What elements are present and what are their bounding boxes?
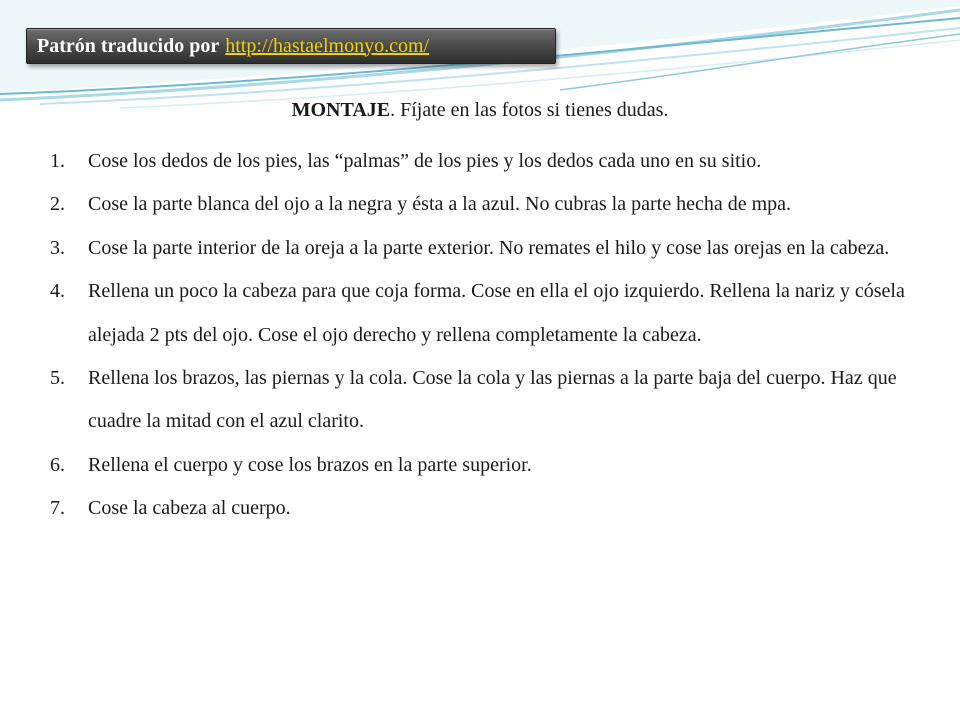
step-number: 2. [50, 193, 65, 216]
list-item [50, 183, 912, 226]
step-text: Rellena un poco la cabeza para que coja forma. Cose en ella el ojo izquierdo. Rellena la nariz y cósela alejada 2 pts del ojo. Cose el ojo derecho y rellena completamente la cabeza. [88, 280, 905, 346]
step-text: Cose la cabeza al cuerpo. [88, 497, 291, 520]
section-heading [0, 96, 960, 124]
step-number: 5. [50, 367, 65, 390]
list-item [50, 270, 912, 357]
step-number: 1. [50, 150, 65, 172]
heading-subtitle: . Fíjate en las fotos si tienes dudas. [390, 99, 669, 121]
translation-banner [26, 28, 556, 64]
website-link[interactable]: http://hastaelmonyo.com/ [225, 34, 430, 57]
step-text: Cose la parte interior de la oreja a la parte exterior. No remates el hilo y cose las orejas en la cabeza. [88, 236, 890, 259]
list-item [50, 357, 912, 444]
assembly-steps-list [50, 140, 912, 531]
step-number: 4. [50, 280, 65, 303]
banner-prefix: Patrón traducido por [37, 34, 220, 57]
step-text: Rellena los brazos, las piernas y la cola. Cose la cola y las piernas a la parte baja del cuerpo. Haz que cuadre la mitad con el azul clarito. [88, 367, 897, 433]
list-item [50, 444, 912, 487]
step-text: Cose la parte blanca del ojo a la negra y ésta a la azul. No cubras la parte hecha de mpa. [88, 193, 792, 216]
heading-title: MONTAJE [291, 99, 391, 121]
list-item [50, 487, 912, 530]
step-number: 7. [50, 497, 65, 520]
step-text: Cose los dedos de los pies, las “palmas” de los pies y los dedos cada uno en su sitio. [88, 150, 762, 172]
list-item [50, 227, 912, 270]
list-item [50, 140, 912, 183]
step-number: 6. [50, 453, 65, 476]
step-text: Rellena el cuerpo y cose los brazos en la parte superior. [88, 453, 532, 476]
step-number: 3. [50, 236, 65, 259]
